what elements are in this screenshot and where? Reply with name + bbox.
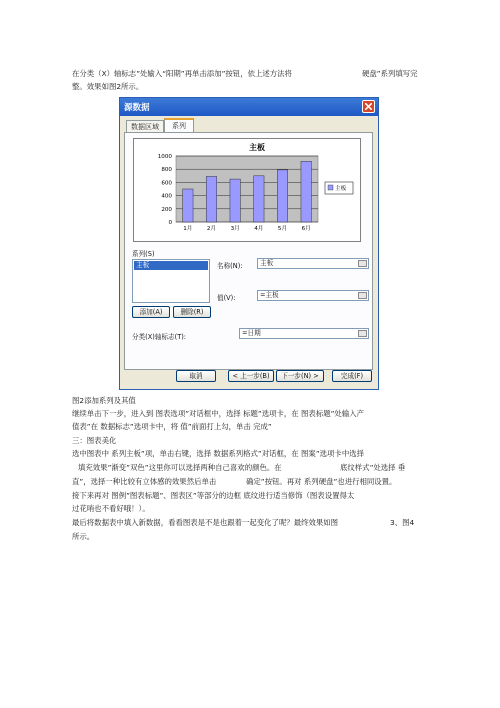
doc-para-4: 选中图表中 系列主板”项，单击右键，选择 数据系列格式”对话框，在 图案”选项卡中选择 [72, 449, 364, 458]
x-tick-label: 3月 [230, 226, 240, 232]
chart-svg [134, 139, 360, 241]
doc-line-1: 在分类（X）轴标志”处输入“阳期”再单击添加”按钮，依上述方法将 [72, 69, 292, 78]
doc-para-6b: 确定”按钮。再对 系列硬盘”也进行相同设置。 [246, 477, 397, 486]
name-label: 名称(N): [217, 262, 243, 270]
doc-para-9b: 3、图4 [390, 518, 415, 527]
close-icon [365, 103, 372, 110]
value-field[interactable] [257, 290, 369, 301]
tab-series[interactable]: 系列 [164, 118, 194, 133]
x-tick-label: 6月 [301, 226, 311, 232]
category-axis-value: =日期 [242, 329, 261, 337]
collapse-dialog-icon[interactable] [358, 260, 367, 267]
figure-caption: 图2添加系列及其值 [72, 396, 136, 405]
add-button[interactable]: 添加(A) [132, 306, 170, 318]
close-button[interactable] [362, 100, 375, 113]
bar [301, 161, 311, 222]
next-button[interactable]: 下一步(N) > [276, 370, 324, 382]
chart-preview [133, 138, 361, 242]
bar [183, 189, 193, 222]
dialog-title: 源数据 [124, 103, 150, 113]
plot-area [176, 156, 318, 222]
doc-para-5b: 底纹样式”处选择 垂 [340, 463, 406, 472]
legend-swatch [328, 185, 333, 190]
doc-line-2: 整。效果如图2所示。 [72, 82, 144, 91]
x-tick-label: 1月 [183, 226, 193, 232]
doc-para-10: 所示。 [72, 532, 95, 541]
legend-label: 主板 [335, 186, 347, 192]
y-tick-label: 1000 [157, 154, 172, 160]
x-tick-label: 5月 [277, 226, 288, 232]
cancel-button[interactable]: 取消 [176, 370, 216, 382]
name-field[interactable] [257, 258, 369, 269]
series-listbox[interactable] [132, 259, 210, 303]
series-label: 系列(S) [132, 250, 155, 258]
chart-title: 主板 [249, 143, 265, 152]
bar [254, 176, 264, 222]
collapse-dialog-icon[interactable] [358, 292, 367, 299]
doc-line-1-right: 硬盘”系列填写完 [362, 69, 418, 78]
delete-button[interactable]: 删除(R) [173, 306, 211, 318]
x-tick-label: 2月 [206, 226, 217, 232]
doc-para-5a: 填充效果”渐变”双色”这里你可以选择两种自己喜欢的颜色。在 [78, 463, 282, 472]
bar [277, 170, 287, 222]
bar [206, 176, 216, 222]
category-axis-label: 分类(X)轴标志(T): [132, 333, 187, 341]
source-data-dialog [119, 97, 379, 390]
value-label: 值(V): [217, 294, 236, 302]
series-panel [124, 132, 373, 370]
doc-heading: 三：图表美化 [72, 436, 117, 445]
collapse-dialog-icon[interactable] [358, 330, 367, 337]
y-tick-label: 600 [161, 180, 172, 187]
dialog-titlebar [120, 98, 378, 116]
tab-data-range[interactable]: 数据区域 [126, 120, 164, 132]
name-value: 主板 [260, 259, 274, 267]
value-value: =主板 [260, 291, 279, 299]
category-axis-field[interactable] [239, 328, 369, 339]
doc-para-2: 值表”在 数据标志”选项卡中，将 值”前面打上勾，单击 完成” [72, 422, 272, 431]
doc-para-6a: 直”，选择一种比较有立体感的效果然后单击 [72, 477, 217, 486]
doc-para-1: 继续单击下一步，进入到 图表选项”对话框中，选择 标题”选项卡，在 图表标题”处输入产 [72, 409, 364, 418]
doc-para-9a: 最后将数据表中填入新数据，看看图表是不是也跟着一起变化了呢？最终效果如图 [72, 518, 339, 527]
series-list-item[interactable]: 主板 [134, 261, 208, 270]
back-button[interactable]: < 上一步(B) [228, 370, 274, 382]
doc-para-8: 过花哨也不看好哦！）。 [72, 504, 150, 513]
y-tick-label: 200 [161, 206, 172, 213]
x-tick-label: 4月 [254, 226, 264, 232]
y-tick-label: 800 [161, 167, 172, 174]
doc-para-7: 接下来再对 图例”图表标题”、图表区”等部分的边框 底纹进行适当修饰（图表设置得太 [72, 491, 355, 500]
bar [230, 179, 240, 222]
y-tick-label: 400 [161, 193, 172, 200]
y-tick-label: 0 [168, 220, 172, 226]
finish-button[interactable]: 完成(F) [332, 370, 372, 382]
